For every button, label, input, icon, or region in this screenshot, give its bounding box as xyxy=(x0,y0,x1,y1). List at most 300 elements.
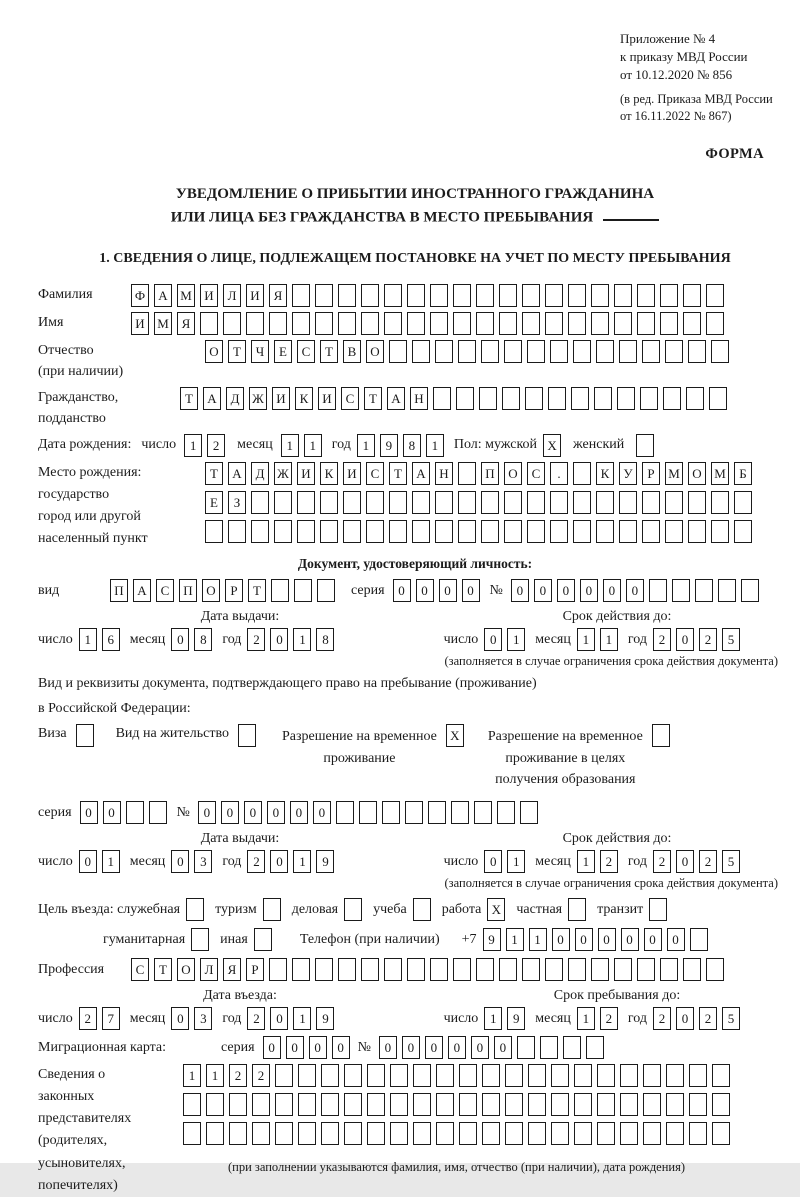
form-cell[interactable] xyxy=(596,520,614,543)
form-cell[interactable]: 0 xyxy=(332,1036,350,1059)
form-cell[interactable] xyxy=(649,579,667,602)
form-cell[interactable]: О xyxy=(366,340,384,363)
form-cell[interactable] xyxy=(499,312,517,335)
form-cell[interactable] xyxy=(528,1122,546,1145)
form-cell[interactable] xyxy=(271,579,289,602)
form-cell[interactable]: О xyxy=(202,579,220,602)
form-cell[interactable] xyxy=(586,1036,604,1059)
purpose-official-checkbox[interactable] xyxy=(186,898,204,921)
form-cell[interactable] xyxy=(433,387,451,410)
form-cell[interactable]: Е xyxy=(274,340,292,363)
form-cell[interactable]: В xyxy=(343,340,361,363)
form-cell[interactable] xyxy=(643,1064,661,1087)
visa-checkbox[interactable] xyxy=(76,724,94,747)
purpose-other-checkbox[interactable] xyxy=(254,928,272,951)
form-cell[interactable] xyxy=(269,312,287,335)
form-cell[interactable] xyxy=(292,284,310,307)
form-cell[interactable] xyxy=(436,1093,454,1116)
form-cell[interactable]: 1 xyxy=(600,628,618,651)
form-cell[interactable]: 2 xyxy=(653,850,671,873)
form-cell[interactable] xyxy=(551,1093,569,1116)
form-cell[interactable] xyxy=(545,312,563,335)
form-cell[interactable]: Б xyxy=(734,462,752,485)
form-cell[interactable]: И xyxy=(343,462,361,485)
form-cell[interactable] xyxy=(413,1093,431,1116)
form-cell[interactable] xyxy=(476,284,494,307)
form-cell[interactable]: Т xyxy=(320,340,338,363)
form-cell[interactable] xyxy=(620,1122,638,1145)
form-cell[interactable] xyxy=(320,491,338,514)
birth-place-row-1[interactable] xyxy=(205,462,752,485)
form-cell[interactable]: Ж xyxy=(274,462,292,485)
identity-expiry-day-cells[interactable] xyxy=(484,628,525,651)
form-cell[interactable]: 1 xyxy=(426,434,444,457)
form-cell[interactable] xyxy=(275,1093,293,1116)
migration-series-cells[interactable] xyxy=(263,1036,350,1059)
form-cell[interactable] xyxy=(642,491,660,514)
form-cell[interactable]: Ч xyxy=(251,340,269,363)
form-cell[interactable] xyxy=(642,520,660,543)
form-cell[interactable]: 2 xyxy=(79,1007,97,1030)
form-cell[interactable]: X xyxy=(446,724,464,747)
form-cell[interactable] xyxy=(571,387,589,410)
doc-series-cells[interactable] xyxy=(393,579,480,602)
purpose-private-checkbox[interactable] xyxy=(568,898,586,921)
form-cell[interactable] xyxy=(689,1093,707,1116)
form-cell[interactable] xyxy=(298,1064,316,1087)
form-cell[interactable] xyxy=(389,520,407,543)
form-cell[interactable]: 2 xyxy=(653,628,671,651)
form-cell[interactable] xyxy=(527,491,545,514)
form-cell[interactable]: 0 xyxy=(644,928,662,951)
form-cell[interactable] xyxy=(482,1093,500,1116)
form-cell[interactable]: К xyxy=(295,387,313,410)
form-cell[interactable] xyxy=(338,284,356,307)
form-cell[interactable]: 3 xyxy=(194,1007,212,1030)
form-cell[interactable] xyxy=(551,1122,569,1145)
form-cell[interactable]: 1 xyxy=(293,1007,311,1030)
form-cell[interactable] xyxy=(206,1093,224,1116)
form-cell[interactable] xyxy=(297,491,315,514)
form-cell[interactable]: 9 xyxy=(316,850,334,873)
form-cell[interactable]: 0 xyxy=(267,801,285,824)
form-cell[interactable]: 2 xyxy=(247,628,265,651)
form-cell[interactable]: Ж xyxy=(249,387,267,410)
form-cell[interactable] xyxy=(594,387,612,410)
form-cell[interactable]: 0 xyxy=(270,628,288,651)
form-cell[interactable]: К xyxy=(596,462,614,485)
form-cell[interactable] xyxy=(407,958,425,981)
sex-female-checkbox[interactable] xyxy=(636,434,654,457)
form-cell[interactable] xyxy=(517,1036,535,1059)
form-cell[interactable] xyxy=(317,579,335,602)
form-cell[interactable] xyxy=(706,284,724,307)
form-cell[interactable] xyxy=(550,520,568,543)
form-cell[interactable] xyxy=(229,1093,247,1116)
form-cell[interactable] xyxy=(741,579,759,602)
form-cell[interactable]: С xyxy=(131,958,149,981)
birth-place-row-3[interactable] xyxy=(205,520,752,543)
form-cell[interactable] xyxy=(711,340,729,363)
form-cell[interactable] xyxy=(361,958,379,981)
form-cell[interactable] xyxy=(76,724,94,747)
form-cell[interactable]: X xyxy=(543,434,561,457)
form-cell[interactable] xyxy=(574,1064,592,1087)
form-cell[interactable] xyxy=(382,801,400,824)
form-cell[interactable]: 2 xyxy=(699,628,717,651)
form-cell[interactable] xyxy=(712,1122,730,1145)
form-cell[interactable] xyxy=(228,520,246,543)
form-cell[interactable] xyxy=(665,520,683,543)
form-cell[interactable] xyxy=(186,898,204,921)
form-cell[interactable]: 1 xyxy=(577,850,595,873)
form-cell[interactable]: 0 xyxy=(425,1036,443,1059)
form-cell[interactable] xyxy=(344,1064,362,1087)
form-cell[interactable]: С xyxy=(366,462,384,485)
form-cell[interactable] xyxy=(384,958,402,981)
form-cell[interactable]: 1 xyxy=(206,1064,224,1087)
form-cell[interactable]: 0 xyxy=(552,928,570,951)
form-cell[interactable]: 1 xyxy=(529,928,547,951)
form-cell[interactable]: Д xyxy=(251,462,269,485)
form-cell[interactable] xyxy=(672,579,690,602)
identity-expiry-year-cells[interactable] xyxy=(653,628,740,651)
form-cell[interactable] xyxy=(321,1122,339,1145)
form-cell[interactable]: 8 xyxy=(194,628,212,651)
form-cell[interactable]: М xyxy=(711,462,729,485)
form-cell[interactable] xyxy=(568,898,586,921)
form-cell[interactable]: О xyxy=(688,462,706,485)
form-cell[interactable] xyxy=(712,1093,730,1116)
form-cell[interactable] xyxy=(734,491,752,514)
form-cell[interactable] xyxy=(251,520,269,543)
form-cell[interactable] xyxy=(200,312,218,335)
form-cell[interactable] xyxy=(620,1093,638,1116)
form-cell[interactable] xyxy=(527,340,545,363)
form-cell[interactable]: 0 xyxy=(313,801,331,824)
form-cell[interactable] xyxy=(436,1064,454,1087)
form-cell[interactable] xyxy=(126,801,144,824)
form-cell[interactable]: И xyxy=(272,387,290,410)
permit-expiry-day-cells[interactable] xyxy=(484,850,525,873)
form-cell[interactable] xyxy=(504,520,522,543)
form-cell[interactable] xyxy=(384,312,402,335)
form-cell[interactable]: 1 xyxy=(293,850,311,873)
form-cell[interactable]: 0 xyxy=(379,1036,397,1059)
form-cell[interactable]: Т xyxy=(389,462,407,485)
form-cell[interactable]: 1 xyxy=(293,628,311,651)
form-cell[interactable]: 0 xyxy=(393,579,411,602)
form-cell[interactable] xyxy=(315,284,333,307)
form-cell[interactable] xyxy=(568,312,586,335)
form-cell[interactable]: 8 xyxy=(316,628,334,651)
form-cell[interactable]: 0 xyxy=(439,579,457,602)
form-cell[interactable] xyxy=(336,801,354,824)
form-cell[interactable] xyxy=(709,387,727,410)
form-cell[interactable]: С xyxy=(156,579,174,602)
form-cell[interactable]: 0 xyxy=(290,801,308,824)
form-cell[interactable]: Л xyxy=(223,284,241,307)
form-cell[interactable] xyxy=(366,491,384,514)
form-cell[interactable] xyxy=(456,387,474,410)
form-cell[interactable]: 1 xyxy=(183,1064,201,1087)
form-cell[interactable]: Я xyxy=(269,284,287,307)
form-cell[interactable] xyxy=(525,387,543,410)
form-cell[interactable] xyxy=(430,958,448,981)
temporary-permit-checkbox[interactable] xyxy=(446,724,464,747)
form-cell[interactable] xyxy=(361,312,379,335)
form-cell[interactable] xyxy=(252,1122,270,1145)
form-cell[interactable] xyxy=(366,520,384,543)
form-cell[interactable] xyxy=(413,1064,431,1087)
form-cell[interactable] xyxy=(504,340,522,363)
form-cell[interactable]: 0 xyxy=(198,801,216,824)
form-cell[interactable]: 0 xyxy=(494,1036,512,1059)
form-cell[interactable]: 0 xyxy=(598,928,616,951)
phone-cells[interactable] xyxy=(483,928,708,951)
form-cell[interactable]: З xyxy=(228,491,246,514)
form-cell[interactable] xyxy=(637,958,655,981)
form-cell[interactable]: 1 xyxy=(507,628,525,651)
form-cell[interactable]: С xyxy=(297,340,315,363)
form-cell[interactable] xyxy=(479,387,497,410)
form-cell[interactable] xyxy=(663,387,681,410)
form-cell[interactable] xyxy=(476,312,494,335)
representatives-row-2[interactable] xyxy=(183,1093,730,1116)
form-cell[interactable] xyxy=(430,284,448,307)
form-cell[interactable]: 1 xyxy=(506,928,524,951)
form-cell[interactable] xyxy=(718,579,736,602)
permit-issue-day-cells[interactable] xyxy=(79,850,120,873)
education-permit-checkbox[interactable] xyxy=(652,724,670,747)
form-cell[interactable]: 2 xyxy=(247,850,265,873)
form-cell[interactable]: 2 xyxy=(699,850,717,873)
form-cell[interactable] xyxy=(617,387,635,410)
form-cell[interactable] xyxy=(458,520,476,543)
form-cell[interactable]: Е xyxy=(205,491,223,514)
form-cell[interactable] xyxy=(591,958,609,981)
doc-kind-cells[interactable] xyxy=(110,579,335,602)
form-cell[interactable] xyxy=(545,284,563,307)
form-cell[interactable] xyxy=(620,1064,638,1087)
form-cell[interactable] xyxy=(298,1093,316,1116)
form-cell[interactable] xyxy=(384,284,402,307)
form-cell[interactable]: 8 xyxy=(403,434,421,457)
form-cell[interactable] xyxy=(254,928,272,951)
form-cell[interactable] xyxy=(407,312,425,335)
form-cell[interactable]: 0 xyxy=(103,801,121,824)
form-cell[interactable]: Р xyxy=(642,462,660,485)
form-cell[interactable] xyxy=(502,387,520,410)
form-cell[interactable] xyxy=(666,1093,684,1116)
form-cell[interactable]: 0 xyxy=(448,1036,466,1059)
form-cell[interactable] xyxy=(504,491,522,514)
identity-issue-year-cells[interactable] xyxy=(247,628,334,651)
form-cell[interactable]: 1 xyxy=(281,434,299,457)
form-cell[interactable] xyxy=(390,1064,408,1087)
form-cell[interactable] xyxy=(294,579,312,602)
form-cell[interactable] xyxy=(428,801,446,824)
form-cell[interactable] xyxy=(734,520,752,543)
form-cell[interactable] xyxy=(551,1064,569,1087)
form-cell[interactable] xyxy=(688,340,706,363)
form-cell[interactable] xyxy=(695,579,713,602)
form-cell[interactable] xyxy=(359,801,377,824)
form-cell[interactable] xyxy=(528,1064,546,1087)
form-cell[interactable] xyxy=(338,312,356,335)
form-cell[interactable]: Т xyxy=(364,387,382,410)
birth-day-cells[interactable] xyxy=(184,434,225,457)
purpose-transit-checkbox[interactable] xyxy=(649,898,667,921)
form-cell[interactable] xyxy=(453,284,471,307)
permit-issue-month-cells[interactable] xyxy=(171,850,212,873)
form-cell[interactable] xyxy=(665,340,683,363)
doc-number-cells[interactable] xyxy=(511,579,759,602)
form-cell[interactable] xyxy=(689,1064,707,1087)
form-cell[interactable]: Т xyxy=(248,579,266,602)
form-cell[interactable] xyxy=(338,958,356,981)
form-cell[interactable] xyxy=(640,387,658,410)
purpose-work-checkbox[interactable] xyxy=(487,898,505,921)
form-cell[interactable]: Л xyxy=(200,958,218,981)
residence-permit-checkbox[interactable] xyxy=(238,724,256,747)
form-cell[interactable]: 0 xyxy=(575,928,593,951)
form-cell[interactable] xyxy=(573,520,591,543)
form-cell[interactable] xyxy=(568,958,586,981)
form-cell[interactable]: 1 xyxy=(102,850,120,873)
form-cell[interactable] xyxy=(643,1093,661,1116)
representatives-row-3[interactable] xyxy=(183,1122,730,1145)
form-cell[interactable]: И xyxy=(246,284,264,307)
form-cell[interactable]: 0 xyxy=(270,850,288,873)
form-cell[interactable]: Ф xyxy=(131,284,149,307)
form-cell[interactable]: 3 xyxy=(194,850,212,873)
form-cell[interactable]: . xyxy=(550,462,568,485)
form-cell[interactable]: С xyxy=(527,462,545,485)
form-cell[interactable] xyxy=(706,312,724,335)
stay-year-cells[interactable] xyxy=(653,1007,740,1030)
form-cell[interactable]: 5 xyxy=(722,1007,740,1030)
form-cell[interactable] xyxy=(275,1064,293,1087)
form-cell[interactable]: X xyxy=(487,898,505,921)
form-cell[interactable]: 0 xyxy=(621,928,639,951)
form-cell[interactable] xyxy=(344,898,362,921)
form-cell[interactable] xyxy=(481,340,499,363)
form-cell[interactable]: И xyxy=(318,387,336,410)
form-cell[interactable] xyxy=(649,898,667,921)
form-cell[interactable] xyxy=(183,1122,201,1145)
form-cell[interactable] xyxy=(482,1122,500,1145)
form-cell[interactable] xyxy=(683,284,701,307)
form-cell[interactable]: Р xyxy=(225,579,243,602)
form-cell[interactable] xyxy=(407,284,425,307)
form-cell[interactable] xyxy=(405,801,423,824)
form-cell[interactable] xyxy=(666,1064,684,1087)
form-cell[interactable] xyxy=(596,491,614,514)
form-cell[interactable] xyxy=(643,1122,661,1145)
form-cell[interactable] xyxy=(206,1122,224,1145)
form-cell[interactable] xyxy=(499,284,517,307)
form-cell[interactable] xyxy=(344,1122,362,1145)
form-cell[interactable] xyxy=(665,491,683,514)
form-cell[interactable] xyxy=(550,491,568,514)
form-cell[interactable] xyxy=(413,1122,431,1145)
form-cell[interactable] xyxy=(690,928,708,951)
permit-expiry-month-cells[interactable] xyxy=(577,850,618,873)
form-cell[interactable]: 0 xyxy=(286,1036,304,1059)
form-cell[interactable] xyxy=(619,520,637,543)
form-cell[interactable]: И xyxy=(131,312,149,335)
form-cell[interactable]: 0 xyxy=(676,1007,694,1030)
form-cell[interactable] xyxy=(269,958,287,981)
identity-issue-day-cells[interactable] xyxy=(79,628,120,651)
form-cell[interactable]: 0 xyxy=(471,1036,489,1059)
form-cell[interactable] xyxy=(540,1036,558,1059)
form-cell[interactable]: Т xyxy=(228,340,246,363)
form-cell[interactable] xyxy=(246,312,264,335)
form-cell[interactable] xyxy=(435,340,453,363)
form-cell[interactable]: 2 xyxy=(600,1007,618,1030)
form-cell[interactable]: Я xyxy=(177,312,195,335)
form-cell[interactable]: 1 xyxy=(304,434,322,457)
form-cell[interactable]: 1 xyxy=(507,850,525,873)
form-cell[interactable] xyxy=(686,387,704,410)
form-cell[interactable] xyxy=(459,1122,477,1145)
form-cell[interactable]: П xyxy=(179,579,197,602)
form-cell[interactable]: М xyxy=(154,312,172,335)
form-cell[interactable] xyxy=(568,284,586,307)
form-cell[interactable]: П xyxy=(481,462,499,485)
form-cell[interactable] xyxy=(614,284,632,307)
form-cell[interactable] xyxy=(597,1093,615,1116)
form-cell[interactable] xyxy=(597,1064,615,1087)
form-cell[interactable]: 7 xyxy=(102,1007,120,1030)
form-cell[interactable]: 0 xyxy=(416,579,434,602)
form-cell[interactable]: 0 xyxy=(270,1007,288,1030)
form-cell[interactable] xyxy=(367,1122,385,1145)
form-cell[interactable] xyxy=(711,491,729,514)
form-cell[interactable]: У xyxy=(619,462,637,485)
form-cell[interactable] xyxy=(458,491,476,514)
form-cell[interactable] xyxy=(412,340,430,363)
form-cell[interactable] xyxy=(321,1093,339,1116)
form-cell[interactable] xyxy=(573,340,591,363)
form-cell[interactable]: 1 xyxy=(79,628,97,651)
form-cell[interactable]: 0 xyxy=(171,1007,189,1030)
form-cell[interactable] xyxy=(315,312,333,335)
form-cell[interactable] xyxy=(550,340,568,363)
form-cell[interactable] xyxy=(660,958,678,981)
form-cell[interactable]: 9 xyxy=(380,434,398,457)
form-cell[interactable] xyxy=(563,1036,581,1059)
form-cell[interactable] xyxy=(712,1064,730,1087)
migration-number-cells[interactable] xyxy=(379,1036,604,1059)
form-cell[interactable] xyxy=(238,724,256,747)
citizenship-cells[interactable] xyxy=(180,387,727,410)
form-cell[interactable]: Н xyxy=(435,462,453,485)
form-cell[interactable]: 0 xyxy=(534,579,552,602)
form-cell[interactable]: 0 xyxy=(402,1036,420,1059)
form-cell[interactable]: 1 xyxy=(357,434,375,457)
form-cell[interactable]: Т xyxy=(205,462,223,485)
form-cell[interactable] xyxy=(252,1093,270,1116)
form-cell[interactable]: О xyxy=(205,340,223,363)
stay-month-cells[interactable] xyxy=(577,1007,618,1030)
form-cell[interactable] xyxy=(505,1122,523,1145)
form-cell[interactable] xyxy=(453,958,471,981)
form-cell[interactable] xyxy=(614,312,632,335)
surname-cells[interactable] xyxy=(131,284,724,307)
